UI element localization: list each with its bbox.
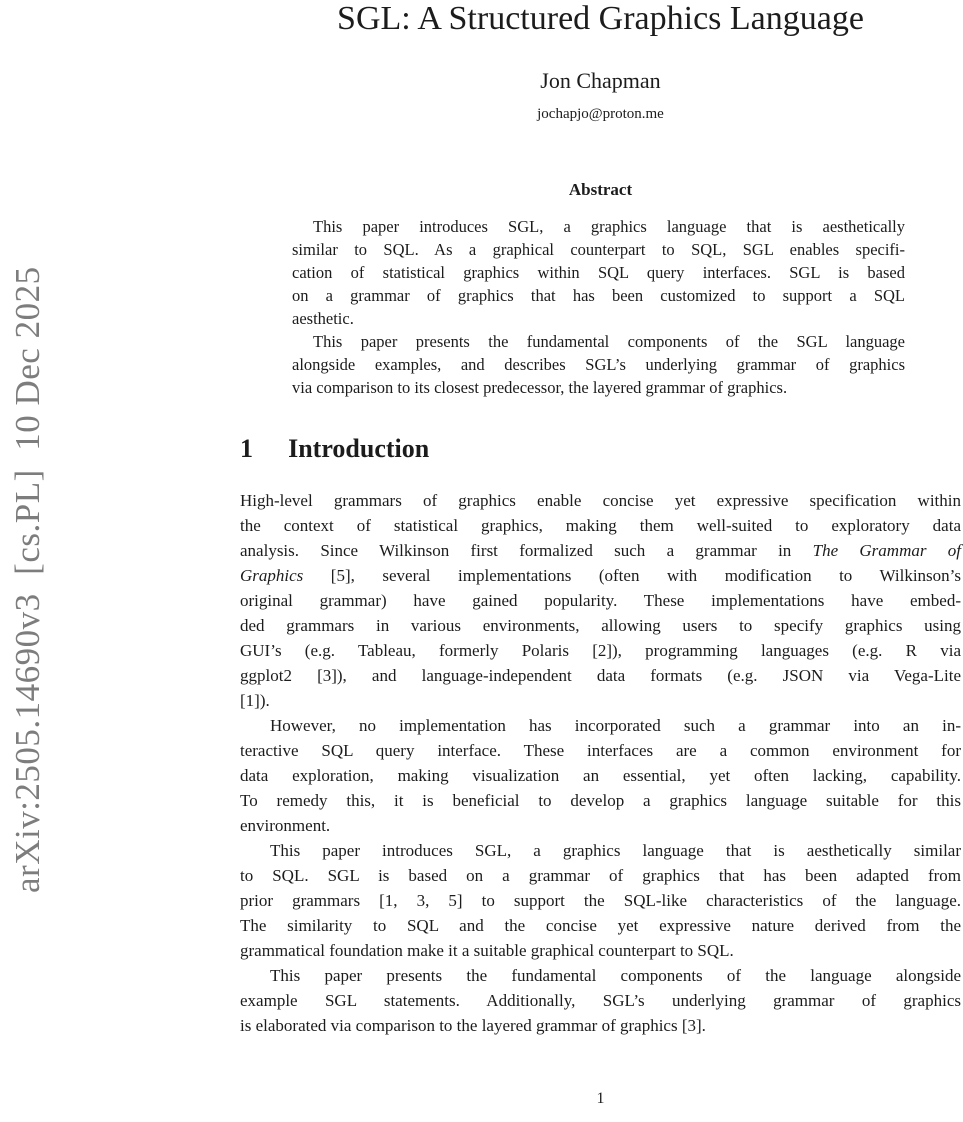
text-line: original grammar) have gained popularity. These implementations have embed- bbox=[240, 591, 961, 610]
text-line: prior grammars [1, 3, 5] to support the SQL-like characteristics of the language. bbox=[240, 891, 961, 910]
author-name: Jon Chapman bbox=[540, 68, 661, 93]
text-line: Graphics [5], several implementations (often with modification to Wilkinson’s bbox=[240, 566, 961, 585]
section-body bbox=[240, 488, 961, 1038]
text-line: cation of statistical graphics within SQL query interfaces. SGL is based bbox=[292, 263, 905, 282]
text-line: is elaborated via comparison to the layered grammar of graphics [3]. bbox=[240, 1016, 706, 1035]
arxiv-stamp: arXiv:2505.14690v3 [cs.PL] 10 Dec 2025 bbox=[8, 266, 47, 893]
section-title: Introduction bbox=[288, 434, 430, 463]
abstract-heading: Abstract bbox=[568, 180, 633, 199]
abstract-paragraph bbox=[292, 215, 905, 330]
text-line: to SQL. SGL is based on a grammar of graphics that has been adapted from bbox=[240, 866, 961, 885]
abstract-block bbox=[292, 215, 905, 399]
text-line: data exploration, making visualization an essential, yet often lacking, capability. bbox=[240, 766, 961, 785]
abstract-paragraph bbox=[292, 330, 905, 399]
text-line: via comparison to its closest predecessor, the layered grammar of graphics. bbox=[292, 378, 788, 397]
text-line: This paper introduces SGL, a graphics language that is aesthetically similar bbox=[270, 841, 961, 860]
text-line: grammatical foundation make it a suitable graphical counterpart to SQL. bbox=[240, 941, 734, 960]
text-line: However, no implementation has incorporated such a grammar into an in- bbox=[270, 716, 961, 735]
text-line: aesthetic. bbox=[292, 309, 354, 328]
section-number: 1 bbox=[240, 434, 253, 463]
author-email: jochapjo@proton.me bbox=[537, 106, 664, 122]
paper-content bbox=[240, 0, 961, 1038]
text-line: To remedy this, it is beneficial to develop a graphics language suitable for this bbox=[240, 791, 961, 810]
text-line: High-level grammars of graphics enable concise yet expressive specification within bbox=[240, 491, 961, 510]
page-number: 1 bbox=[596, 1090, 605, 1107]
text-line: This paper introduces SGL, a graphics language that is aesthetically bbox=[313, 217, 905, 236]
paper-title: SGL: A Structured Graphics Language bbox=[337, 0, 864, 37]
text-line: This paper presents the fundamental components of the language alongside bbox=[270, 966, 961, 985]
text-line: This paper presents the fundamental components of the SGL language bbox=[313, 332, 905, 351]
text-line: teractive SQL query interface. These interfaces are a common environment for bbox=[240, 741, 961, 760]
text-line: similar to SQL. As a graphical counterpart to SQL, SGL enables specifi- bbox=[292, 240, 905, 259]
text-line: alongside examples, and describes SGL’s underlying grammar of graphics bbox=[292, 355, 905, 374]
body-paragraph bbox=[240, 713, 961, 838]
section-heading-introduction bbox=[240, 435, 961, 463]
text-line: The similarity to SQL and the concise yet expressive nature derived from the bbox=[240, 916, 961, 935]
text-line: example SGL statements. Additionally, SGL’s underlying grammar of graphics bbox=[240, 991, 961, 1010]
text-line: ded grammars in various environments, allowing users to specify graphics using bbox=[240, 616, 961, 635]
text-line: on a grammar of graphics that has been customized to support a SQL bbox=[292, 286, 905, 305]
text-line: GUI’s (e.g. Tableau, formerly Polaris [2]), programming languages (e.g. R via bbox=[240, 641, 961, 660]
body-paragraph bbox=[240, 488, 961, 713]
text-line: [1]). bbox=[240, 691, 270, 710]
body-paragraph bbox=[240, 838, 961, 963]
text-line: the context of statistical graphics, making them well-suited to exploratory data bbox=[240, 516, 961, 535]
text-line: ggplot2 [3]), and language-independent data formats (e.g. JSON via Vega-Lite bbox=[240, 666, 961, 685]
text-line: environment. bbox=[240, 816, 331, 835]
body-paragraph bbox=[240, 963, 961, 1038]
text-line: analysis. Since Wilkinson first formalized such a grammar in The Grammar of bbox=[240, 541, 961, 560]
